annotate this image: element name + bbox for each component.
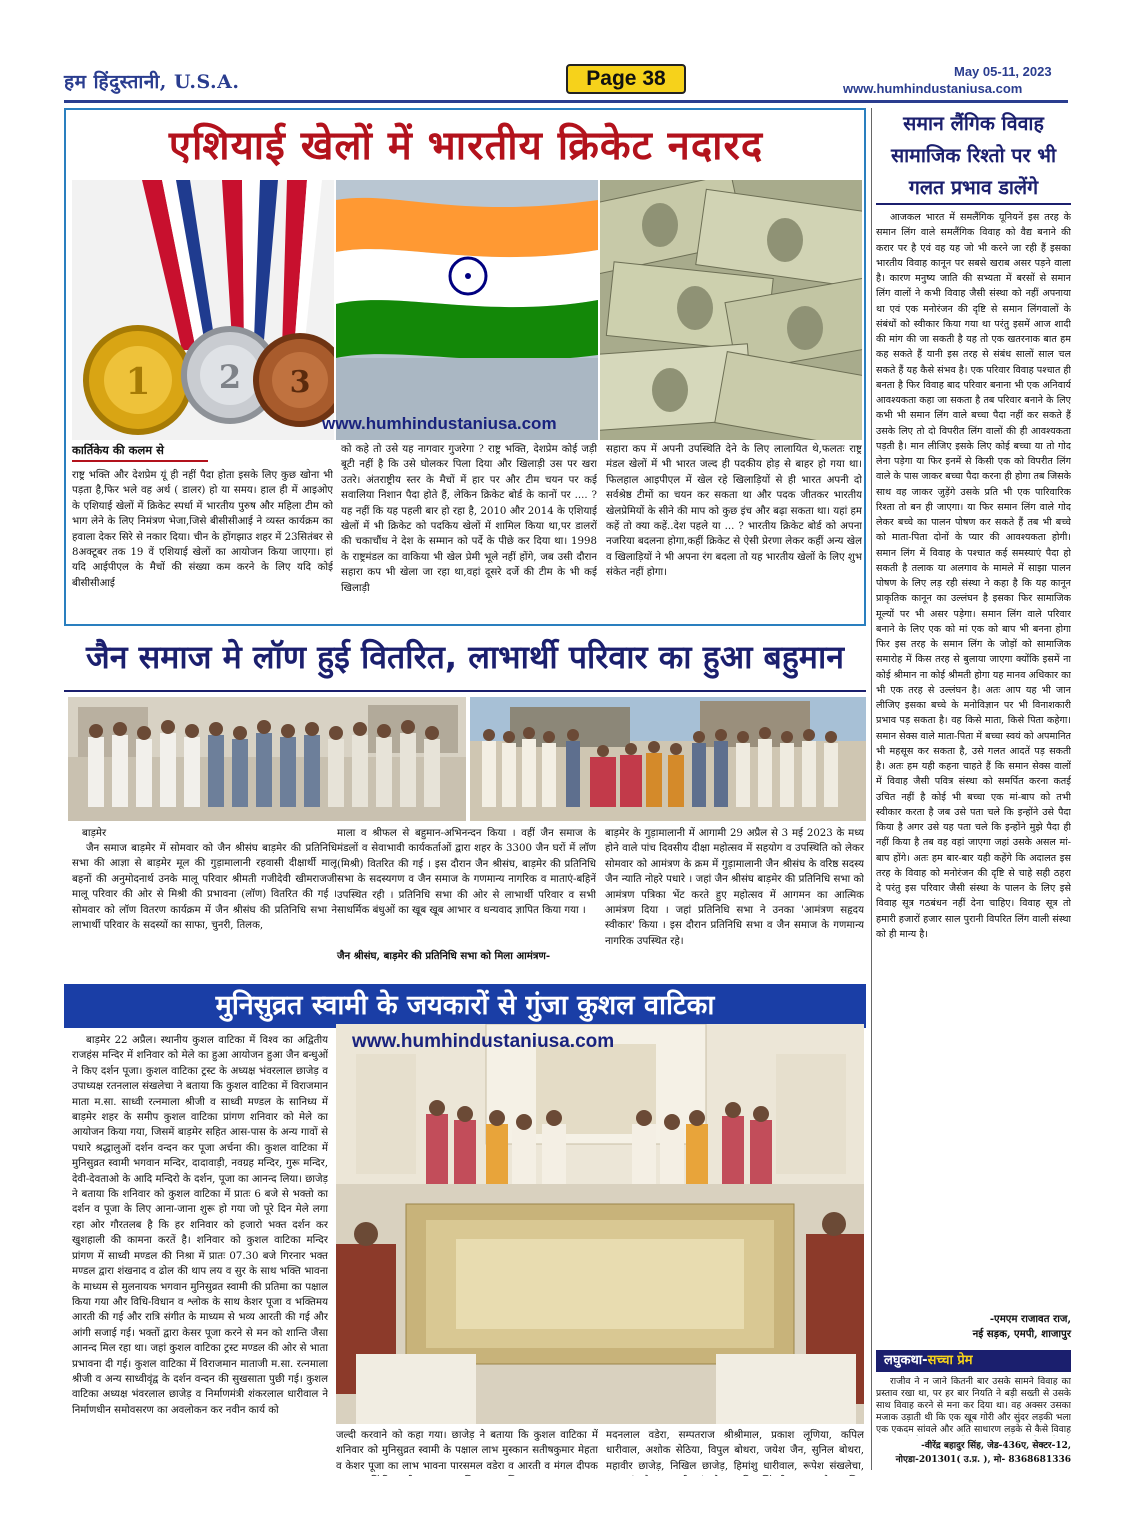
cricket-column-1: राष्ट्र भक्ति और देशप्रेम यूं ही नहीं पैदा होता इसके लिए कुछ खोना भी पड़ता है,फिर भले वह अर्थ ( डालर) हो या समय। हाल ही में आइओए के एशियाई खेलों में क्रिकेट स्पर्धा में भारतीय पुरुष और महिला टीम को भाग लेने के लिए निमंत्रण भेजा,जिसे बीसीसीआई ने व्यस्त कार्यक्रम का हवाला देकर सिरे से नकार दिया। चीन के होंगझाउ शहर में 23सितंबर से 8अक्टूबर तक 19 वें एशियाई खेलों का आयोजन किया जाएगा। हां यदि आईपीएल के मैचों की संख्या कम करने के लिए यदि कोई बीसीसीआई (72, 470, 333, 589)
laghukatha-author-1: -वीरेंद्र बहादुर सिंह, जेड-436ए, सेक्टर-12, (921, 1441, 1071, 1451)
group-photo-left (68, 697, 466, 821)
flag-photo (336, 180, 598, 440)
jain-column-2-subhead: जैन श्रीसंघ, बाड़मेर की प्रतिनिधि सभा को मिला आमंत्रण- (337, 950, 551, 962)
page-number: Page 38 (566, 64, 686, 94)
jain-column-2: माला व श्रीफल से बहुमान-अभिनन्दन किया । वहीं जैन समाज के मंडलों व सेवाभावी कार्यकर्ताओं द्वारा शहर के 3300 जैन घरों में लॉण (मिश्री) वितरित की गई । इस दौरान जैन श्रीसंघ, बाड़मेर की प्रतिनिधि सभा के सदस्यगण व जैन समाज के गणमान्य नागरिक व माताएं-बहिनें उपस्थित रही । प्रतिनिधि सभा की ओर से लाभार्थी परिवार व सभी साधर्मिक बंधुओं का खूब खूब आभार व धन्यवाद ज्ञापित किया गया । (337, 828, 596, 917)
medal-2-label: 2 (218, 358, 242, 396)
vatika-column-3: मदनलाल वडेरा, सम्पतराज श्रीश्रीमाल, प्रकाश लूणिया, कपिल धारीवाल, अशोक सेठिया, विपुल बोथरा, जयेश जैन, सुनिल बोथरा, महावीर छाजेड़, निखिल छाजेड़, हिमांशु धारीवाल, रूपेश संखलेचा, (606, 1430, 864, 1472)
sidebar-author-1: -एमएम राजावत राज, (989, 1313, 1071, 1325)
watermark-url-2: www.humhindustaniusa.com (352, 1031, 615, 1052)
cricket-column-3: सहारा कप में अपनी उपस्थिति देने के लिए लालायित थे,फलतः राष्ट्र मंडल खेलों में भी भारत जल्द ही पदकीय होड़ से बाहर हो गया था। फिलहाल आइपीएल में खेल रहे खिलाड़ियों से ही भारत अपनी दो सर्वश्रेष्ठ टीमों का चयन कर सकता था और पदक जीतकर भारतीय खेलप्रेमियों के सीने की माप को कुछ इंच और बढ़ा सकता था। यहां हम कहें तो क्या कहें..देश पहले या ... ? भारतीय क्रिकेट बोर्ड को अपना नजरिया बदलना होगा,कहीं क्रिकेट से ऐसी प्रेरणा लेकर कहीं अन्य खेल व खिलाड़ियों ने भी अपना रंग बदला तो यह भारतीय खेलों के लिए शुभ संकेत नहीं होगा। (606, 444, 862, 579)
sidebar-author-2: नई सड़क, एमपी, शाजापुर (972, 1328, 1071, 1340)
jain-column-2-wrap (337, 826, 596, 964)
jain-dateline: बाड़मेर (82, 828, 107, 839)
medal-1-label: 1 (125, 361, 151, 403)
laghukatha-label: लघुकथा- (884, 1353, 928, 1368)
website-link[interactable]: www.humhindustaniusa.com (843, 81, 1023, 96)
column-divider (871, 108, 872, 1470)
vatika-column-1: बाड़मेर 22 अप्रैल। स्थानीय कुशल वाटिका में विश्व का अद्वितीय राजहंस मन्दिर में शनिवार को मेले का हुआ आयोजन हुआ जैन बन्धुओं ने किए दर्शन पूजा। कुशल वाटिका ट्रस्ट के अध्यक्ष भंवरलाल छाजेड़ व उपाध्यक्ष रतनलाल संखलेचा ने बताया कि कुशल वाटिका में विराजमान माता म.सा. साध्वी रत्नमाला श्रीजी व साध्वी मण्डल के सानिध्य में बाड़मेर शहर के समीप कुशल वाटिका प्रांगण शनिवार को मेले का आयोजन किया गया, जिसमें बाड़मेर सहित आस-पास के अन्य गावों से पधारे श्रद्धालुओं दर्शन वन्दन कर पूजा अर्चना की। कुशल वाटिका में मुनिसुव्रत स्वामी भगवान मन्दिर, दादावाड़ी, नवग्रह मन्दिर, गुरू मन्दिर, देवी-देवताओ के आदि मन्दिरो के दर्शन, पूजा का आनन्द लिया। छाजेड़ ने बताया कि शनिवार को कुशल वाटिका में प्रातः 6 बजे से भक्तो का दर्शन व पूजा के लिए आना-जाना शुरू हो गया जो पूरे दिन मेले लगा रहा ओर गौरतलब है कि हर शनिवार को हजारो भक्त दर्शन कर खुशहाली की कामना करतें है। शनिवार को कुशल वाटिका मन्दिर प्रांगण में साध्वी मण्डल की निश्रा में प्रातः 07.30 बजे गिरनार भक्त मण्डल द्वारा शंखनाद व ढोल की थाप लय व सुर के साथ भक्ति भावना के माध्यम से मुलनायक भगवान मुनिसुव्रत स्वामी की प्रतिमा का पक्षाल किया गया और विधि-विधान व श्लोक के साथ केशर पूजा व भक्तिमय आरती की गई और रात्रि संगीत के माध्यम से भव्य आरती की गई और आंगी सजाई गई। भक्तों द्वारा केसर पूजा करने से मन को शान्ति जैसा आनन्द मिल रहा था। जहां कुशल वाटिका ट्रस्ट मण्डल की ओर से भाता प्रभावना दी गई। कुशल वाटिका में विराजमान माताजी म.सा. रत्नमाला श्रीजी व अन्य साध्वीवृंद्व के दर्शन वन्दन की सुखसाता पुछी गई। कुशल वाटिका अध्यक्ष भंवरलाल छाजेड़ व निर्माणमंत्री शंकरलाल धारीवाल ने निर्माणधीन समोवसरण का अवलोकन कर नवीन कार्य को (72, 1035, 328, 1416)
headline-jain-samaj: जैन समाज मे लॉण हुई वितरित, लाभार्थी परिवार का हुआ बहुमान (86, 638, 844, 676)
laghukatha-title: सच्चा प्रेम (927, 1353, 973, 1368)
vatika-column-2: जल्दी करवाने को कहा गया। छाजेड़ ने बताया कि कुशल वाटिका में शनिवार को मुनिसुव्रत स्वामी के पक्षाल लाभ मुस्कान सतीषकुमार मेहता व केशर पूजा का लाभ भावना पारसमल वडेरा व आरती व मंगल दीपक (336, 1430, 598, 1472)
dollars-photo (600, 180, 862, 440)
byline: कार्तिकेय की कलम से (72, 443, 208, 462)
sidebar-body: आजकल भारत में समलैंगिक यूनियनें इस तरह के समान लिंग वाले समलैंगिक विवाह को वैद्य बनाने की करार पर है एवं वह यह जो भी करने जा रही हैं इसका भारतीय विवाह कानून पर सबसे खराब असर पड़ने वाला है। कारण मनुष्य जाति की सभ्यता में बरसों से समान लिंग वालों ने कभी विवाह जैसी संस्था को नहीं अपनाया था एवं एक मनोरंजन की दृष्टि से समान लिंगवालों के संबंधों को स्वीकार किया गया था परंतु इसमें आज शादी की मांग की जा सकती है यह तो एक खतरनाक बात हम कह सकते हैं यानी इस तरह से संबंध सालों साल चल सकते हैं यह कैसे संभव है। एक परिवार विवाह पश्चात ही बनता है फिर विवाह बाद परिवार बनाना भी एक अनिवार्य आवश्यकता कहा जा सकता है तब परिवार बनाने के लिए कभी भी समान लिंग वाले बच्चा पैदा नहीं कर सकते हैं उसके लिए तो दो विपरीत लिंग वालों की ही आवश्यकता पड़ती है। मान लीजिए इसके लिए कोई बच्चा या तो गोद लेना पड़ेगा या फिर इनमें से किसी एक को विपरीत लिंग वाले के पास जाकर बच्चा पैदा करना ही होगा तब जिसके साथ वह जाकर जुड़ेंगे उसके प्रति भी एक पारिवारिक रिश्ता तो बन ही जाएगा। या फिर समान लिंग वाले गोद लेकर बच्चे का पालन पोषण कर सकते हैं तब भी बच्चे को माता-पिता दोनों के प्यार की आवश्यकता होगी। समान लिंग में विवाह के पश्चात कई समस्याएं पैदा हो सकती है तलाक या अलगाव के मामले में साझा पालन पोषण के लिए लड़ रही संस्था ने कहा है कि यह कानून प्राकृतिक कानून का उल्लंघन है इसका फिर सामाजिक मूल्यों पर भी असर पड़ेगा। समान लिंग वाले परिवार बनाने के लिए एक को मां एक को बाप भी बनना होगा फिर इस तरह के समान लिंग के जोड़ों को सामाजिक समारोह में किस तरह से बुलाया जाएगा क्योंकि इसमें ना कोई श्रीमान ना कोई श्रीमती होगा यह मानव अधिकार का भी एक तरह से उल्लंघन है। अतः आप यह भी जान लीजिए इसका बच्चे के मनोविज्ञान पर भी विनाशकारी प्रभाव पड़ सकता है। वह किसे माता, किसे पिता कहेगा। समान सेक्स वाले माता-पिता में बच्चा स्वयं को अपमानित भी महसूस कर सकता है, उसे गलत आदतें पड़ सकती है। अतः हम यही कहना चाहते हैं कि समान सेक्स वालों में विवाह जैसी पवित्र संस्था को समर्पित करना कतई उचित नहीं है कोई भी बच्चा एक मां-बाप को तभी स्वीकार करता है जब उसे पता चले कि इन्होंने उसे पैदा किया है अगर उसे यह पता चले कि इन्होंने मुझे पैदा ही नहीं किया है तब वह वहां जाएगा जहां उसके असल मां-बाप होंगे। अतः हम बार-बार यही कहेंगे कि अदालत इस तरह के विवाह को मनोरंजन की दृष्टि से चाहे सही ठहरा दे परंतु इस परिवार जैसी संस्था के पालन के लिए इसे विवाह सूत्र गठबंधन नहीं देना चाहिए। विवाह सूत्र तो हमारी हजारों हजार साल पुरानी विपरित लिंग वाली संस्था को ही मान्य है। (876, 212, 1071, 940)
masthead-title: हम हिंदुस्तानी, U.S.A. (64, 71, 240, 93)
issue-date: May 05-11, 2023 (954, 64, 1052, 79)
cricket-column-2: को कहे तो उसे यह नागवार गुजरेगा ? राष्ट्र भक्ति, देशप्रेम कोई जड़ी बूटी नहीं है कि उसे घोलकर पिला दिया और खिलाड़ी उस पर खरा उतरे। अंतराष्ट्रीय स्तर के मैचों में हार पर और टीम चयन पर कई सवालिया निशान पैदा होते हैं, लेकिन क्रिकेट बोर्ड के कानों पर .... ? यह नहीं कि यह पहली बार हो रहा है, 2010 और 2014 के एशियाई खेलों में भी क्रिकेट को पदकिय खेलों में शामिल किया था,पर डालरों की चकाचौंध ने देश के सम्मान को पर्दे के पीछे कर दिया था। 1998 के राष्ट्रमंडल का वाकिया भी खेल प्रेमी भूले नहीं होंगे, जब उसी दौरान सहारा कप भी खेला जा रहा था,वहां दूसरे दर्जे की टीम के भी कई खिलाड़ी (341, 444, 597, 594)
laghukatha-header (876, 1350, 1071, 1372)
laghukatha-author-2: नोएडा-201301( उ.प्र. ), मो- 8368681336 (895, 1455, 1071, 1465)
puja-photo (336, 1024, 864, 1424)
headline-cricket: एशियाई खेलों में भारतीय क्रिकेट नदारद (168, 123, 764, 169)
jain-column-3: बाड़मेर के गुड़ामालानी में आगामी 29 अप्रैल से 3 मई 2023 के मध्य होने वाले पांच दिवसीय दीक्षा महोत्सव में सहयोग व उपस्थिति को लेकर सोमवार को आमंत्रण के क्रम में गुड़ामालानी जैन श्रीसंघ के वरिष्ठ सदस्य जैन न्याति नोहरे पधारे । जहां जैन श्रीसंघ बाड़मेर की प्रतिनिधि सभा को आमंत्रण पत्रिका भेंट करते हुए महोत्सव में आगमन का आत्मिक आमंत्रण दिया । जहां प्रतिनिधि सभा ने उनका 'आमंत्रण सहृदय स्वीकार' किया । इस दौरान प्रतिनिधि सभा व जैन समाज के गणमान्य नागरिक उपस्थित रहे। (605, 828, 864, 947)
jain-column-1: जैन समाज बाड़मेर में सोमवार को जैन श्रीसंघ बाड़मेर की प्रतिनिधि सभा की आज्ञा से बाड़मेर मूल की गुड़ामालानी रहवासी दीक्षार्थी मालू बहनों की अनुमोदनार्थ उनके मालू परिवार श्रीमती गजीदेवी खीमराजजी मालू परिवार की ओर से मिश्री की प्रभावना (लॉण) वितरित की गई । सोमवार को लॉण वितरण कार्यक्रम में जैन श्रीसंघ की प्रतिनिधि सभा ने लाभार्थी परिवार के सदस्यों का साफा, चुनरी, तिलक, (72, 843, 337, 932)
article2-rule (64, 690, 866, 692)
sidebar-headline: समान लैंगिक विवाह सामाजिक रिश्तो पर भी गलत प्रभाव डालेंगे (890, 112, 1057, 199)
headline-kushal-vatika: मुनिसुव्रत स्वामी के जयकारों से गुंजा कुशल वाटिका (64, 984, 866, 1028)
laghukatha-body: राजीव ने न जाने कितनी बार उसके सामने विवाह का प्रस्ताव रखा था, पर हर बार नियति ने बड़ी सख्ती से उसके साथ विवाह करने से मना कर दिया था। वह अक्सर उसका मजाक उड़ाती थी कि एक खूब गोरी और सुंदर लड़की भला एक एकदम सांवले और अति साधारण लड़के से कैसे विवाह (876, 1376, 1071, 1435)
watermark-url: www.humhindustaniusa.com (322, 414, 557, 433)
medals-photo (72, 180, 334, 440)
medal-3-label: 3 (289, 365, 311, 400)
masthead-rule (64, 100, 1068, 103)
sidebar-rule (876, 203, 1071, 205)
group-photo-right (470, 697, 866, 821)
